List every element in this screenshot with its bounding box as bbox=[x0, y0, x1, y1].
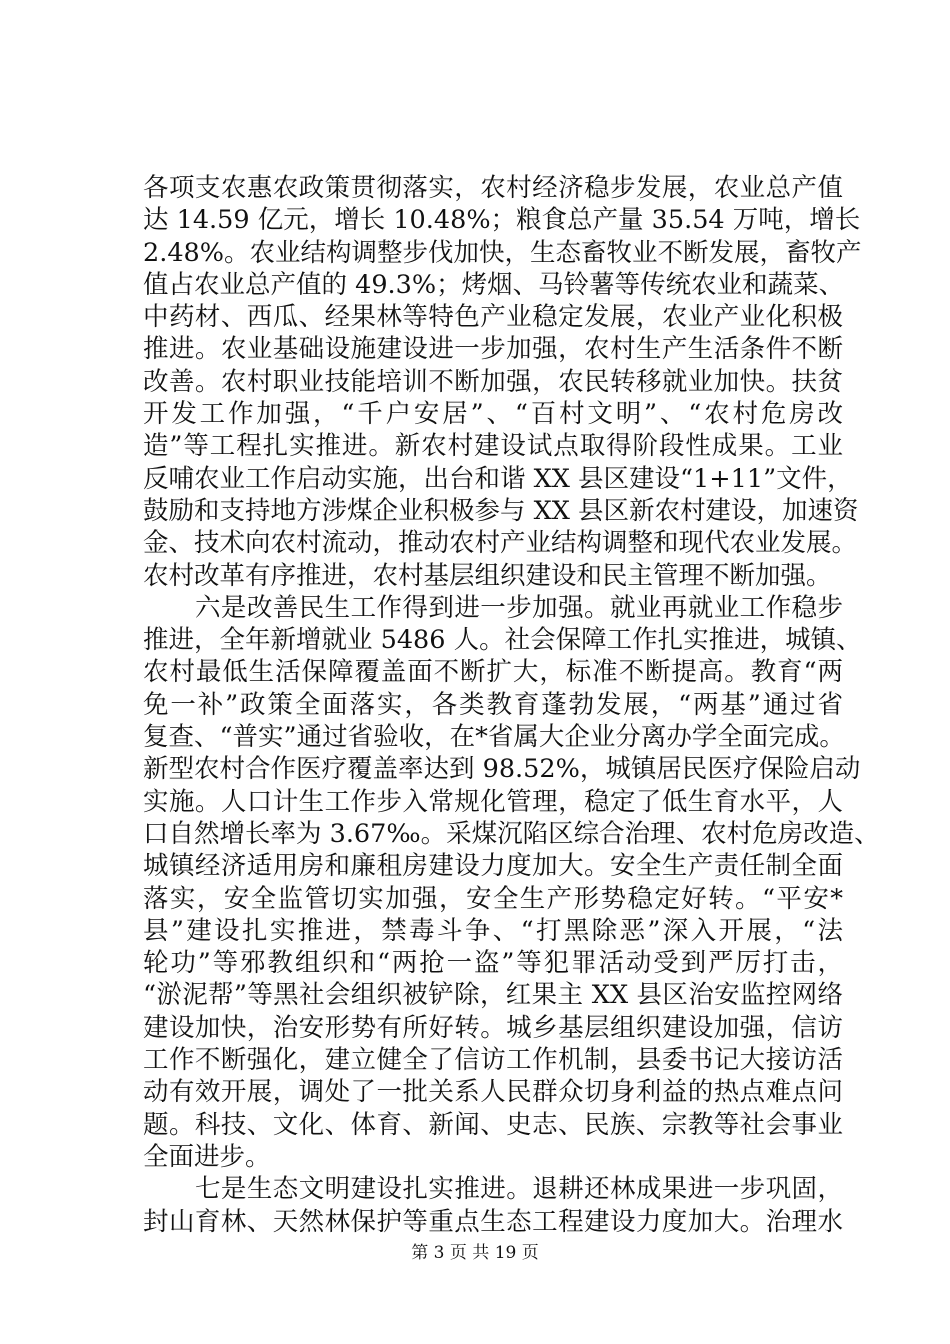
text-line: 题。科技、文化、体育、新闻、史志、民族、宗教等社会事业 bbox=[143, 1109, 843, 1140]
paragraph-first-line: 六是改善民生工作得到进一步加强。就业再就业工作稳步 bbox=[195, 592, 843, 623]
text-line: 推进，全年新增就业 5486 人。社会保障工作扎实推进，城镇、 bbox=[143, 625, 862, 656]
text-line: 鼓励和支持地方涉煤企业积极参与 XX 县区新农村建设，加速资 bbox=[143, 495, 859, 526]
text-line: 封山育林、天然林保护等重点生态工程建设力度加大。治理水 bbox=[143, 1206, 843, 1237]
text-line: 全面进步。 bbox=[143, 1141, 271, 1172]
text-line: 建设加快，治安形势有所好转。城乡基层组织建设加强，信访 bbox=[143, 1012, 843, 1043]
text-line: 免一补”政策全面落实，各类教育蓬勃发展，“两基”通过省 bbox=[143, 689, 843, 720]
text-line: 县”建设扎实推进，禁毒斗争、“打黑除恶”深入开展，“法 bbox=[143, 915, 843, 946]
text-line: 落实，安全监管切实加强，安全生产形势稳定好转。“平安* bbox=[143, 883, 843, 914]
text-line: 复查、“普实”通过省验收，在*省属大企业分离办学全面完成。 bbox=[143, 722, 845, 753]
text-line: 动有效开展，调处了一批关系人民群众切身利益的热点难点问 bbox=[143, 1077, 843, 1108]
text-line: 工作不断强化，建立健全了信访工作机制，县委书记大接访活 bbox=[143, 1045, 843, 1076]
text-line: 城镇经济适用房和廉租房建设力度加大。安全生产责任制全面 bbox=[143, 851, 843, 882]
text-line: 开发工作加强，“千户安居”、“百村文明”、“农村危房改 bbox=[143, 399, 843, 430]
text-line: 达 14.59 亿元，增长 10.48%；粮食总产量 35.54 万吨，增长 bbox=[143, 205, 861, 236]
text-line: 反哺农业工作启动实施，出台和谐 XX 县区建设“1+11”文件， bbox=[143, 463, 853, 494]
text-line: 实施。人口计生工作步入常规化管理，稳定了低生育水平，人 bbox=[143, 786, 843, 817]
text-line: 新型农村合作医疗覆盖率达到 98.52%，城镇居民医疗保险启动 bbox=[143, 754, 861, 785]
text-line: “淤泥帮”等黑社会组织被铲除，红果主 XX 县区治安监控网络 bbox=[143, 980, 843, 1011]
text-line: 推进。农业基础设施建设进一步加强，农村生产生活条件不断 bbox=[143, 334, 843, 365]
text-line: 中药材、西瓜、经果林等特色产业稳定发展，农业产业化积极 bbox=[143, 302, 843, 333]
text-line: 值占农业总产值的 49.3%；烤烟、马铃薯等传统农业和蔬菜、 bbox=[143, 269, 845, 300]
paragraph-first-line: 七是生态文明建设扎实推进。退耕还林成果进一步巩固， bbox=[195, 1174, 843, 1205]
page-number-footer: 第 3 页 共 19 页 bbox=[411, 1243, 539, 1263]
text-line: 轮功”等邪教组织和“两抢一盗”等犯罪活动受到严厉打击， bbox=[143, 948, 843, 979]
text-line: 各项支农惠农政策贯彻落实，农村经济稳步发展，农业总产值 bbox=[143, 173, 843, 203]
text-line: 农村改革有序推进，农村基层组织建设和民主管理不断加强。 bbox=[143, 560, 832, 591]
text-line: 造”等工程扎实推进。新农村建设试点取得阶段性成果。工业 bbox=[143, 431, 843, 462]
text-line: 2.48%。农业结构调整步伐加快，生态畜牧业不断发展，畜牧产 bbox=[143, 237, 862, 268]
text-line: 口自然增长率为 3.67‰。采煤沉陷区综合治理、农村危房改造、 bbox=[143, 818, 880, 849]
text-line: 农村最低生活保障覆盖面不断扩大，标准不断提高。教育“两 bbox=[143, 657, 843, 688]
text-line: 改善。农村职业技能培训不断加强，农民转移就业加快。扶贫 bbox=[143, 366, 843, 397]
body-text bbox=[143, 172, 880, 1238]
text-line: 金、技术向农村流动，推动农村产业结构调整和现代农业发展。 bbox=[143, 528, 858, 559]
